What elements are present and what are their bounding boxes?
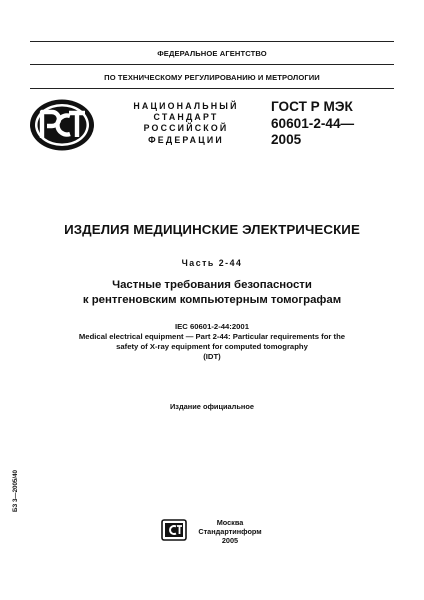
national-standard-label	[116, 101, 256, 146]
publisher-info	[184, 518, 276, 546]
bottom-rule	[30, 88, 394, 89]
agency-line-1: ФЕДЕРАЛЬНОЕ АГЕНТСТВО	[157, 49, 267, 58]
middle-rule	[30, 64, 394, 65]
subtitle-line-1: Частные требования безопасности	[112, 279, 312, 291]
document-subtitle	[0, 278, 424, 307]
publisher-name: Стандартинформ	[198, 527, 262, 537]
document-title: ИЗДЕЛИЯ МЕДИЦИНСКИЕ ЭЛЕКТРИЧЕСКИЕ	[64, 222, 360, 237]
top-rule	[30, 41, 394, 42]
iec-reference	[0, 322, 424, 362]
edition-note: Издание официальное	[169, 402, 254, 411]
iec-line-2: Medical electrical equipment — Part 2-44: Particular requirements for the	[78, 332, 346, 341]
standard-designation	[271, 99, 401, 149]
designation-line-3: 2005	[271, 132, 302, 147]
iec-line-1: IEC 60601-2-44:2001	[175, 322, 249, 331]
subtitle-line-2: к рентгеновским компьютерным томографам	[82, 293, 342, 306]
part-number: Часть 2-44	[181, 258, 243, 268]
standard-line-3: РОССИЙСКОЙ	[143, 123, 229, 134]
iec-line-4: (IDT)	[203, 352, 221, 361]
designation-line-2: 60601-2-44—	[271, 115, 355, 131]
iec-line-3: safety of X-ray equipment for computed tomography	[116, 342, 308, 351]
standard-line-1: НАЦИОНАЛЬНЫЙ	[133, 101, 239, 111]
designation-line-1: ГОСТ Р МЭК	[271, 99, 353, 114]
publisher-city: Москва	[216, 518, 244, 527]
publisher-year: 2005	[221, 536, 239, 546]
gost-r-logo-icon	[28, 97, 96, 153]
standard-line-4: ФЕДЕРАЦИИ	[148, 134, 224, 145]
side-code: БЗ 3—2005/40	[12, 470, 19, 512]
agency-line-2: ПО ТЕХНИЧЕСКОМУ РЕГУЛИРОВАНИЮ И МЕТРОЛОГИИ	[104, 73, 320, 82]
standard-line-2: СТАНДАРТ	[153, 112, 219, 123]
